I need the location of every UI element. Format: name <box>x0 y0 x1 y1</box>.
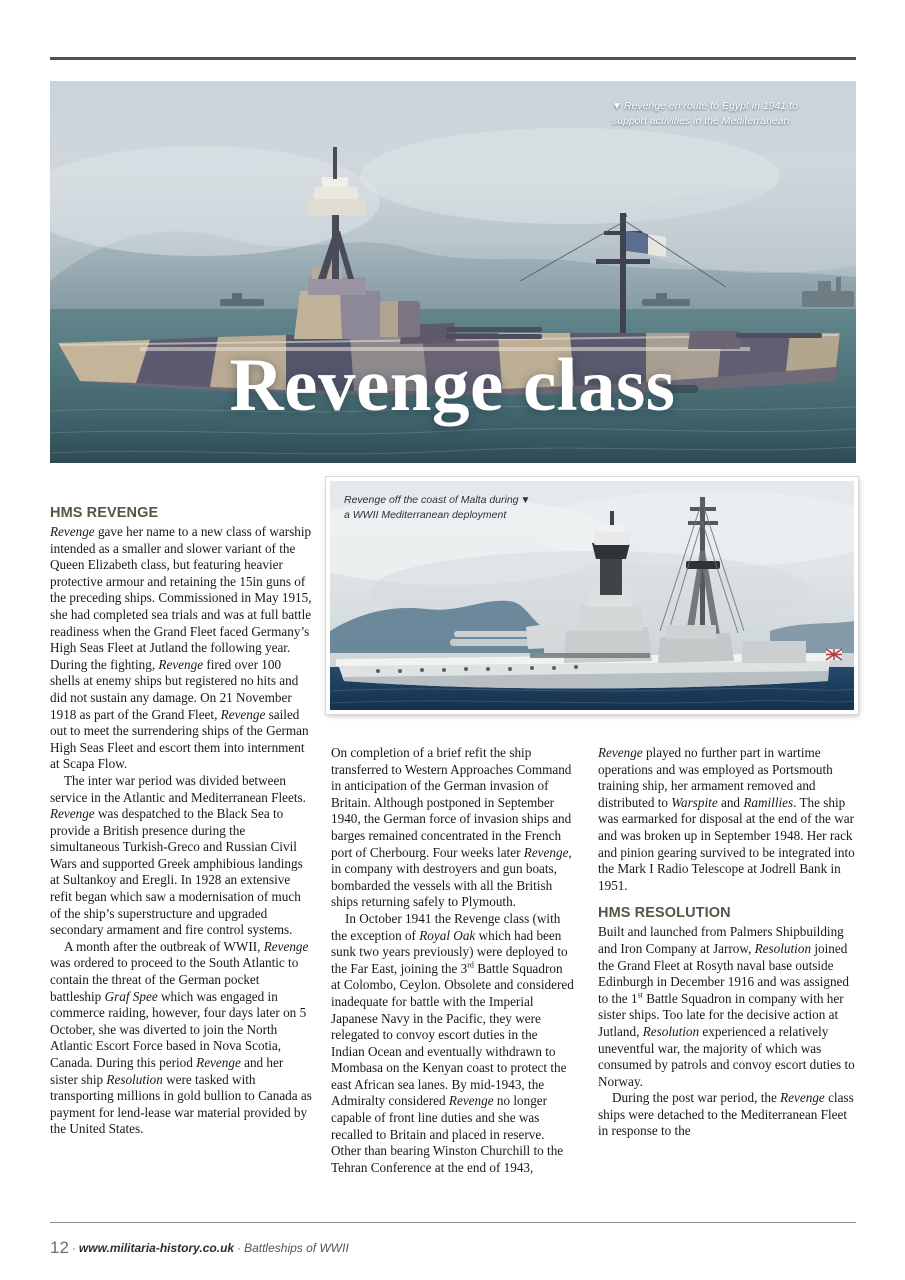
ordinal-suffix: rd <box>467 960 474 970</box>
caption-triangle-marker-icon: ▼ <box>612 101 622 112</box>
body-column-3 <box>598 745 856 1140</box>
top-divider-rule <box>50 57 856 60</box>
caption-triangle-marker-icon: ▼ <box>520 495 531 506</box>
ordinal-suffix: st <box>637 990 643 1000</box>
inset-caption-line-1: Revenge off the coast of Malta during <box>344 494 519 506</box>
paragraph: A month after the outbreak of WWII, Revenge was ordered to proceed to the South Atlantic to contain the threat of the German pocket battleship Graf Spee which was engaged in commerce raiding, however, four days later on 5 October, she was diverted to join the North Atlantic Escort Force based in Nova Scotia, Canada. During this period Revenge and her sister ship Resolution were tasked with transporting millions in gold bullion to Canada as payment for lend-lease war material provided by the United States. <box>50 938 312 1137</box>
footer-separator-1: · <box>71 1241 76 1255</box>
hero-caption-line-2: support activities in the Mediterranean <box>612 115 790 127</box>
paragraph: In October 1941 the Revenge class (with the exception of Royal Oak which had been sunk two years previously) were deployed to the Far East, joining the 3rd Battle Squadron at Colombo, Ceylon. Obsolete and considered inadequate for battle with the Imperial Japanese Navy in the Pacific, they were relegated to convoy escort duties in the Indian Ocean and eventually withdrawn to Mombasa on the Kenyan coast to protect the east African sea lanes. By mid-1943, the Admiralty considered Revenge no longer capable of front line duties and she was recalled to Britain and placed in reserve. Other than bearing Winston Churchill to the Tehran Conference at the end of 1943, <box>331 910 574 1175</box>
body-column-1 <box>50 505 312 1138</box>
inset-caption-line-2: a WWII Mediterranean deployment <box>344 509 507 521</box>
paragraph: Revenge played no further part in wartime operations and was employed as Portsmouth training ship, her armament removed and distributed to Warspite and Ramillies. The ship was earmarked for disposal at the end of the war and was broken up in September 1948. Her rack and pinion gearing survived to be integrated into the Mark I Radio Telescope at Jodrell Bank in 1951. <box>598 745 855 893</box>
footer-issue-title: Battleships of WWII <box>244 1241 349 1255</box>
hero-photo-caption <box>612 99 842 128</box>
section-heading-hms-resolution: HMS RESOLUTION <box>598 905 731 922</box>
paragraph: The inter war period was divided between service in the Atlantic and Mediterranean Fleets. Revenge was despatched to the Black Sea to provide a British presence during the simultaneous Turkish-Greco and Russian Civil Wars and supported Greek amphibious landings at Sultankoy and Eregli. In 1928 an extensive refit began which saw a modernisation of much of the ship’s superstructure and upgraded secondary armament and fire control systems. <box>50 772 306 938</box>
article-title: Revenge class <box>229 344 676 427</box>
inset-photo-revenge-off-malta <box>326 477 858 714</box>
footer-divider-rule <box>50 1222 856 1223</box>
section-heading-hms-revenge: HMS REVENGE <box>50 505 159 521</box>
paragraph: On completion of a brief refit the ship transferred to Western Approaches Command in anticipation of the German invasion of Britain. Although postponed in September 1940, the German force of invasion ships and barges remained concentrated in the French port of Cherbourg. Four weeks later Revenge, in company with destroyers and gun boats, bombarded the vessels with all the British ships returning safely to Plymouth. <box>331 745 572 910</box>
page-number: 12 <box>50 1238 69 1257</box>
paragraph: Built and launched from Palmers Shipbuilding and Iron Company at Jarrow, Resolution joined the Grand Fleet at Rosyth naval base outside Edinburgh in December 1916 and was assigned to the 1st Battle Squadron in company with her sister ships. Too late for the decisive action at Jutland, Resolution experienced a relatively uneventful war, the majority of which was consumed by patrols and convoy escort duties to Norway. <box>598 924 855 1089</box>
page-footer <box>50 1238 349 1258</box>
paragraph: Revenge gave her name to a new class of warship intended as a smaller and slower variant of the Queen Elizabeth class, but featuring heavier protective armour and retaining the 15in guns of the preceding ships. Commissioned in May 1915, she had completed sea trials and was at full battle readiness when the Grand Fleet faced Germany’s High Seas Fleet at Jutland the following year. During the fighting, Revenge fired over 100 shells at enemy ships but registered no hits and did not sustain any damage. On 21 November 1918 as part of the Grand Fleet, Revenge sailed out to meet the surrendering ships of the German High Seas Fleet and escort them into internment at Scapa Flow. <box>50 524 312 772</box>
hero-caption-line-1: Revenge en route to Egypt in 1941 to <box>623 100 798 112</box>
paragraph: During the post war period, the Revenge class ships were detached to the Mediterranean Fleet in response to the <box>598 1090 854 1139</box>
footer-separator-2: · <box>237 1241 242 1255</box>
footer-website-link[interactable]: www.militaria-history.co.uk <box>78 1241 235 1255</box>
inset-photo-caption <box>344 493 569 522</box>
body-column-2 <box>331 745 574 1176</box>
